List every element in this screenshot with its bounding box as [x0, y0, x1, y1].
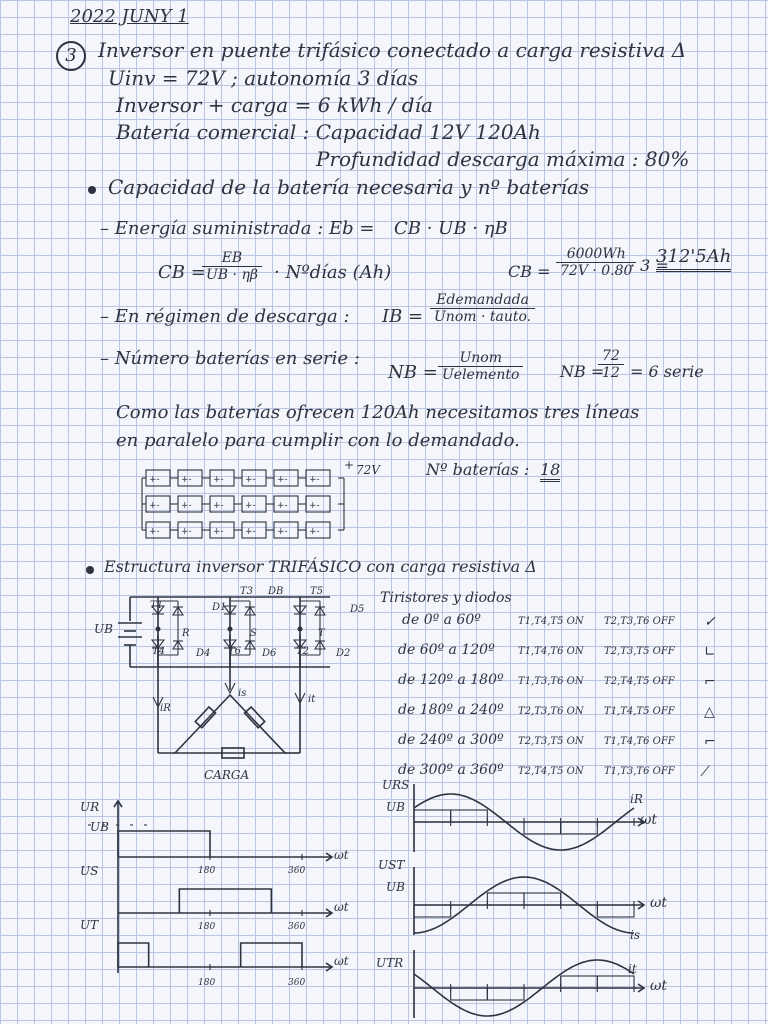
square-wave-pulse: [241, 943, 302, 967]
battery-count-label: Nº baterías :: [426, 460, 530, 479]
switching-row-off: T1,T3,T6 OFF: [604, 766, 675, 777]
battery-polarity: +-: [181, 527, 192, 537]
nb-lhs: NB =: [388, 362, 438, 383]
section2-heading: Estructura inversor TRIFÁSICO con carga resistiva Δ: [104, 557, 537, 576]
battery-polarity: +-: [213, 475, 224, 485]
graph-axis-label: ωt: [650, 978, 668, 994]
switching-row-mark: ∟: [704, 644, 716, 660]
switching-title: Tiristores y diodos: [380, 590, 512, 606]
switching-row-off: T2,T3,T6 OFF: [604, 616, 675, 627]
thyristor-label: T4: [152, 646, 166, 657]
cb-denominator: UB · ηβ: [206, 267, 258, 283]
line-voltage-block: [451, 810, 488, 822]
graph-label: UR: [80, 800, 100, 814]
graph-level-label: UB: [90, 820, 109, 834]
diode-label: DB: [268, 586, 284, 597]
current-label: iR: [160, 703, 171, 714]
current-label: is: [238, 688, 247, 699]
switching-row-range: de 0º a 60º: [402, 612, 481, 628]
statement-line-voltage: Uinv = 72V ; autonomía 3 días: [108, 66, 419, 90]
switching-row-off: T2,T4,T5 OFF: [604, 676, 675, 687]
graph-axis-label: ωt: [334, 900, 349, 914]
square-wave-pulse: [118, 943, 149, 967]
battery-polarity: +-: [245, 527, 256, 537]
discharge-label: – En régimen de descarga :: [100, 306, 350, 327]
series-label: – Número baterías en serie :: [100, 348, 360, 369]
statement-line-depth: Profundidad descarga máxima : 80%: [316, 147, 690, 171]
cb-calc-numerator: 6000Wh: [556, 246, 636, 263]
switching-row-on: T2,T3,T6 ON: [518, 706, 584, 717]
line-voltage-block: [487, 988, 524, 1000]
graph-tick-label: 180: [198, 866, 216, 876]
page-date: 2022 JUNY 1: [70, 6, 189, 27]
line-voltage-block: [597, 905, 634, 917]
battery-polarity: +-: [277, 501, 288, 511]
ib-denominator: Unom · tauto.: [434, 309, 532, 325]
phase-node: [298, 627, 303, 632]
thyristor-label: T3: [240, 586, 254, 597]
graph-tick-label: 180: [198, 978, 216, 988]
cb-calc-fraction: [556, 246, 636, 279]
bank-plus: +: [344, 458, 355, 472]
bank-voltage: 72V: [356, 463, 380, 477]
phase-node: [228, 627, 233, 632]
graph-level-label: UB: [386, 800, 405, 814]
cb-lhs: CB =: [158, 262, 206, 283]
switching-row-range: de 180º a 240º: [398, 702, 504, 718]
cb-tail: · Nºdías (Ah): [274, 262, 392, 283]
line-voltage-graphs: [390, 780, 670, 1020]
statement-title: Inversor en puente trifásico conectado a carga resistiva Δ: [98, 38, 687, 62]
battery-polarity: +-: [245, 475, 256, 485]
graph-current-label: iR: [630, 792, 643, 806]
battery-polarity: +-: [149, 475, 160, 485]
battery-polarity: +-: [213, 501, 224, 511]
switching-row-mark: △: [704, 704, 715, 720]
switching-row-range: de 120º a 180º: [398, 672, 504, 688]
diode-label: D5: [350, 604, 365, 615]
switching-row-on: T2,T3,T5 ON: [518, 736, 584, 747]
battery-bank: [140, 466, 350, 546]
diode-label: D1: [212, 602, 227, 613]
switching-row-off: T2,T3,T5 OFF: [604, 646, 675, 657]
switching-row-mark: ⁄: [704, 764, 707, 780]
thyristor-label: T5: [310, 586, 324, 597]
ib-numerator: Edemandada: [430, 292, 535, 309]
switching-row-on: T1,T3,T6 ON: [518, 676, 584, 687]
square-wave-pulse: [118, 831, 210, 857]
graph-label: URS: [382, 778, 410, 792]
line-voltage-block: [561, 822, 598, 834]
nb-calc-tail: = 6 serie: [630, 362, 704, 381]
battery-polarity: +-: [245, 501, 256, 511]
problem-number: 3: [56, 41, 86, 71]
battery-polarity: +-: [149, 527, 160, 537]
nb-calc-numerator: 72: [598, 348, 624, 365]
graph-axis-label: ωt: [650, 895, 668, 911]
graph-label: UT: [80, 918, 99, 932]
switching-row-mark: ⌐: [704, 734, 716, 750]
diode-label: D4: [196, 648, 211, 659]
graph-tick-label: 360: [288, 978, 306, 988]
energy-label: – Energía suministrada : Eb =: [100, 218, 375, 239]
battery-polarity: +-: [277, 475, 288, 485]
phase-node: [156, 627, 161, 632]
bullet-point: [86, 566, 94, 574]
cb-numerator: EB: [202, 250, 262, 267]
cb-calc-tail: · 3 =: [630, 256, 669, 275]
battery-polarity: +-: [309, 501, 320, 511]
battery-polarity: +-: [149, 501, 160, 511]
ib-lhs: IB =: [382, 306, 424, 327]
graph-current-label: is: [630, 928, 640, 942]
switching-row-range: de 240º a 300º: [398, 732, 504, 748]
cb-result: 312'5Ah: [656, 246, 731, 272]
switching-row-on: T2,T4,T5 ON: [518, 766, 584, 777]
graph-label: UST: [378, 858, 405, 872]
nb-denominator: Uelemento: [442, 367, 520, 383]
cb-calc-lhs: CB =: [508, 262, 551, 281]
battery-polarity: +-: [309, 475, 320, 485]
line-voltage-block: [487, 893, 524, 905]
switching-row-off: T1,T4,T5 OFF: [604, 706, 675, 717]
current-label: it: [308, 694, 316, 705]
line-voltage-block: [524, 822, 561, 834]
diode-label: D6: [262, 648, 277, 659]
graph-axis-label: ωt: [640, 812, 658, 828]
node-label: R: [182, 628, 190, 639]
graph-tick-label: 360: [288, 866, 306, 876]
switching-row-range: de 60º a 120º: [398, 642, 495, 658]
battery-count: 18: [540, 460, 560, 482]
graph-tick-label: 180: [198, 922, 216, 932]
nb-calc-fraction: [598, 348, 624, 381]
nb-calc-lhs: NB =: [560, 362, 605, 381]
line-voltage-block: [524, 893, 561, 905]
line-voltage-block: [451, 988, 488, 1000]
battery-polarity: +-: [277, 527, 288, 537]
graph-axis-label: ωt: [334, 848, 349, 862]
cb-fraction: [202, 250, 262, 283]
energy-formula: CB · UB · ηB: [394, 218, 508, 239]
source-label: UB: [94, 622, 113, 636]
inverter-circuit-diagram: [90, 585, 350, 795]
thyristor-label: T6: [228, 646, 242, 657]
diode-label: D2: [336, 648, 351, 659]
nb-fraction: [438, 350, 523, 383]
thyristor-label: T1: [150, 600, 164, 611]
battery-polarity: +-: [181, 501, 192, 511]
paragraph-line-1: Como las baterías ofrecen 120Ah necesitamos tres líneas: [116, 402, 640, 423]
graph-label: UTR: [376, 956, 404, 970]
paragraph-line-2: en paralelo para cumplir con lo demandado.: [116, 430, 520, 451]
graph-current-label: it: [628, 962, 637, 976]
graph-tick-label: 360: [288, 922, 306, 932]
cb-calc-denominator: 72V · 0.80: [560, 263, 633, 279]
switching-row-on: T1,T4,T6 ON: [518, 646, 584, 657]
node-label: S: [250, 628, 257, 639]
node-label: T: [318, 628, 325, 639]
battery-polarity: +-: [213, 527, 224, 537]
nb-calc-denominator: 12: [602, 365, 620, 381]
graph-level-label: UB: [386, 880, 405, 894]
switching-row-mark: ⌐: [704, 674, 716, 690]
line-voltage-block: [561, 976, 598, 988]
line-voltage-block: [414, 905, 451, 917]
ib-fraction: [430, 292, 535, 325]
bullet-point: [88, 186, 96, 194]
statement-line-energy: Inversor + carga = 6 kWh / día: [116, 93, 433, 117]
thyristor-label: T2: [296, 646, 310, 657]
switching-row-mark: ✓: [704, 614, 716, 630]
nb-numerator: Unom: [438, 350, 523, 367]
line-voltage-block: [414, 810, 451, 822]
switching-row-on: T1,T4,T5 ON: [518, 616, 584, 627]
phase-voltage-graphs: [70, 795, 370, 995]
switching-row-range: de 300º a 360º: [398, 762, 504, 778]
graph-axis-label: ωt: [334, 954, 349, 968]
load-label: CARGA: [204, 768, 250, 782]
square-wave-pulse: [179, 889, 271, 913]
line-voltage-block: [597, 976, 634, 988]
graph-label: US: [80, 864, 99, 878]
statement-line-battery: Batería comercial : Capacidad 12V 120Ah: [116, 120, 541, 144]
switching-row-off: T1,T4,T6 OFF: [604, 736, 675, 747]
section1-heading: Capacidad de la batería necesaria y nº baterías: [108, 175, 590, 199]
battery-polarity: +-: [309, 527, 320, 537]
battery-polarity: +-: [181, 475, 192, 485]
